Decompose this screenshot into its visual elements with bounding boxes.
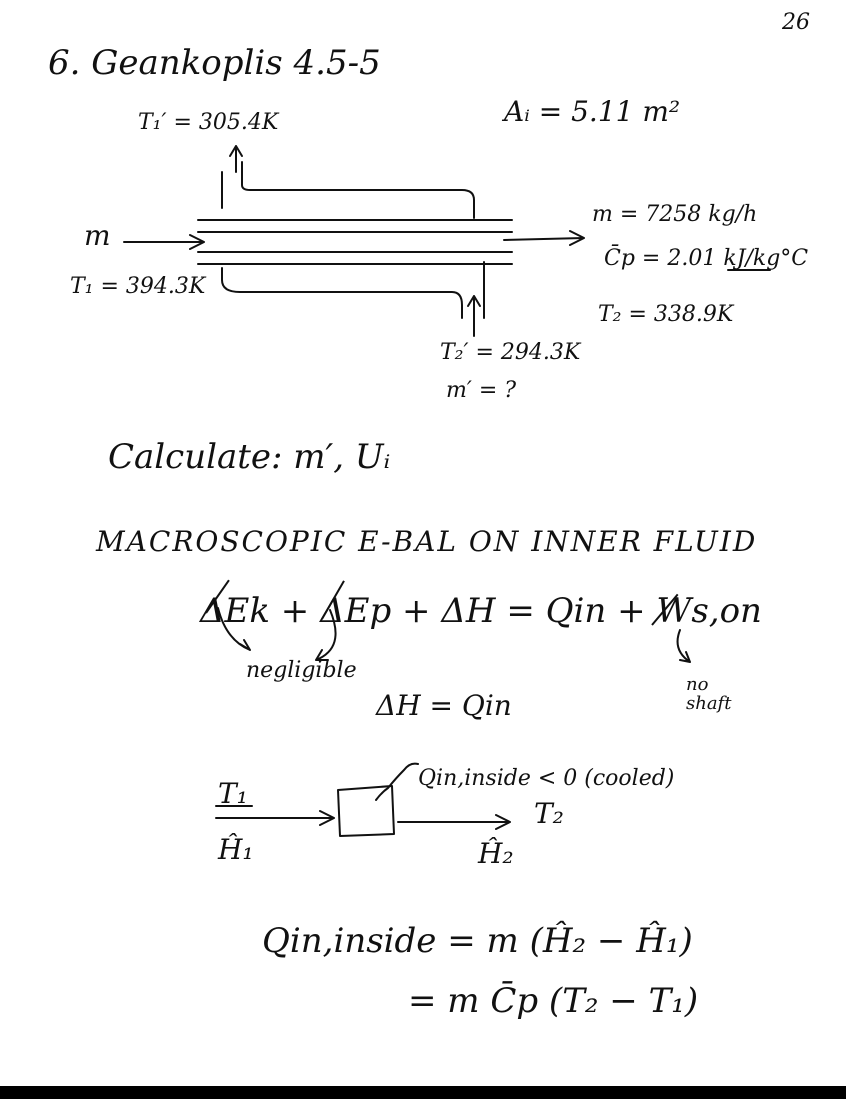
cp-label: C̄p = 2.01 kJ/kg°C bbox=[604, 246, 809, 271]
t1-prime-arrow bbox=[230, 146, 242, 172]
outer-pipe-bottom bbox=[222, 262, 484, 318]
m-prime-label: m′ = ? bbox=[446, 378, 517, 403]
m-inlet-label: m bbox=[84, 219, 111, 252]
area-label: Aᵢ = 5.11 m² bbox=[504, 95, 681, 128]
ebal-heading: MACROSCOPIC E-BAL ON INNER FLUID bbox=[96, 525, 758, 558]
q-equation-line2: = m C̄p (T₂ − T₁) bbox=[408, 981, 699, 1021]
no-shaft-note: no shaft bbox=[686, 674, 732, 714]
q-equation-line1: Qin,inside = m (Ĥ₂ − Ĥ₁) bbox=[262, 921, 693, 961]
box-t1-label: T₁ bbox=[218, 777, 248, 810]
t2-prime-label: T₂′ = 294.3K bbox=[440, 340, 581, 365]
q-squiggle bbox=[376, 764, 418, 800]
t2-prime-arrow bbox=[468, 296, 480, 336]
m-inlet-arrow bbox=[124, 235, 204, 249]
box-inlet-arrow bbox=[216, 811, 334, 825]
problem-title: 6. Geankoplis 4.5-5 bbox=[48, 43, 381, 83]
page-number: 26 bbox=[782, 10, 810, 35]
box-h1-label: Ĥ₁ bbox=[218, 833, 254, 866]
calculate-line: Calculate: m′, Uᵢ bbox=[108, 437, 391, 477]
scan-bottom-border bbox=[0, 1086, 846, 1099]
negligible-note: negligible bbox=[246, 658, 357, 683]
box-outlet-arrow bbox=[398, 815, 510, 829]
dh-equation: ΔH = Qin bbox=[376, 689, 512, 722]
t2-label: T₂ = 338.9K bbox=[598, 302, 734, 327]
outer-pipe-top bbox=[222, 162, 474, 218]
t1-prime-label: T₁′ = 305.4K bbox=[138, 110, 279, 135]
box-t2-label: T₂ bbox=[534, 797, 564, 830]
m-outlet-arrow bbox=[504, 231, 584, 245]
m-flow-label: m = 7258 kg/h bbox=[592, 202, 758, 227]
q-inside-note: Qin,inside < 0 (cooled) bbox=[418, 766, 675, 791]
box-h2-label: Ĥ₂ bbox=[478, 837, 514, 870]
no-shaft-arrow bbox=[678, 630, 690, 662]
t1-label: T₁ = 394.3K bbox=[70, 274, 206, 299]
control-volume-box bbox=[338, 786, 394, 836]
energy-equation: ΔEk + ΔEp + ΔH = Qin + Ws,on bbox=[200, 591, 762, 631]
